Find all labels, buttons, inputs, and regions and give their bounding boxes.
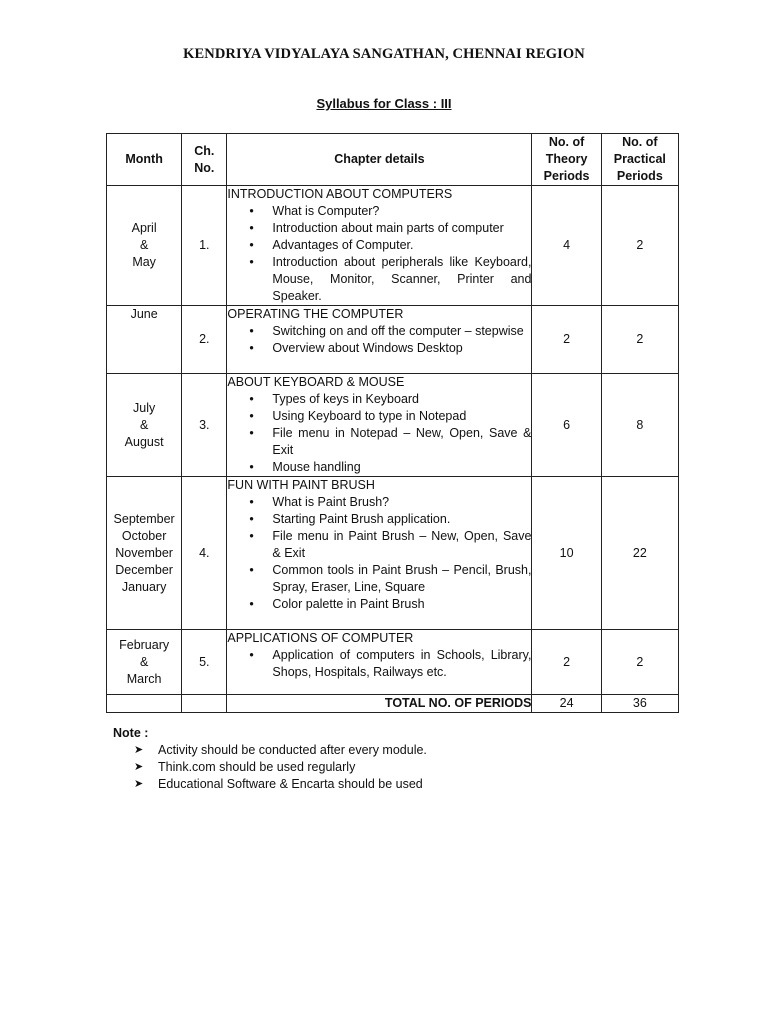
empty-cell: [182, 695, 227, 713]
list-item: • File menu in Notepad – New, Open, Save & Exit: [272, 425, 531, 459]
list-item: • Application of computers in Schools, Library, Shops, Hospitals, Railways etc.: [272, 647, 531, 681]
practical-periods: 2: [601, 186, 678, 306]
list-item: • Color palette in Paint Brush: [272, 596, 531, 613]
theory-periods: 2: [532, 306, 601, 374]
document-header: KENDRIYA VIDYALAYA SANGATHAN, CHENNAI REGION: [183, 46, 585, 62]
chapter-details: [227, 630, 532, 695]
note-item: ➤ Educational Software & Encarta should be used: [134, 777, 423, 791]
list-item: • Using Keyboard to type in Notepad: [272, 408, 531, 425]
practical-periods: 2: [601, 306, 678, 374]
practical-periods: 8: [601, 374, 678, 477]
arrow-bullet-icon: ➤: [134, 744, 144, 756]
chapter-title: ABOUT KEYBOARD & MOUSE: [227, 375, 405, 389]
note-section: [113, 725, 427, 793]
list-item: • Switching on and off the computer – stepwise: [272, 323, 531, 340]
list-item: • Mouse handling: [272, 459, 531, 476]
total-theory: 24: [532, 695, 601, 713]
month-cell: September October November December January: [107, 477, 182, 630]
syllabus-table: [106, 133, 679, 713]
total-label: TOTAL NO. OF PERIODS: [227, 695, 532, 713]
chapter-title: APPLICATIONS OF COMPUTER: [227, 631, 414, 645]
chapter-number: 3.: [182, 374, 227, 477]
chapter-details: [227, 374, 532, 477]
theory-periods: 10: [532, 477, 601, 630]
syllabus-title: Syllabus for Class : III: [316, 96, 452, 111]
chapter-title: FUN WITH PAINT BRUSH: [227, 478, 375, 492]
practical-periods: 2: [601, 630, 678, 695]
table-row: [107, 374, 679, 477]
chapter-number: 4.: [182, 477, 227, 630]
header-practical-periods: No. of Practical Periods: [601, 134, 678, 186]
table-row: [107, 306, 679, 374]
note-title: Note :: [113, 726, 149, 740]
month-cell: June: [107, 306, 182, 374]
chapter-number: 2.: [182, 306, 227, 374]
list-item: • Starting Paint Brush application.: [272, 511, 531, 528]
list-item: • Types of keys in Keyboard: [272, 391, 531, 408]
list-item: • Introduction about peripherals like Keyboard, Mouse, Monitor, Scanner, Printer and Speaker.: [272, 254, 531, 305]
arrow-bullet-icon: ➤: [134, 761, 144, 773]
month-cell: July & August: [107, 374, 182, 477]
total-row: [107, 695, 679, 713]
chapter-title: INTRODUCTION ABOUT COMPUTERS: [227, 187, 453, 201]
total-practical: 36: [601, 695, 678, 713]
note-item: ➤ Activity should be conducted after every module.: [134, 743, 427, 757]
chapter-number: 5.: [182, 630, 227, 695]
header-chapter-details: Chapter details: [227, 134, 532, 186]
header-ch-no: Ch. No.: [182, 134, 227, 186]
chapter-number: 1.: [182, 186, 227, 306]
chapter-details: [227, 186, 532, 306]
list-item: • Overview about Windows Desktop: [272, 340, 531, 357]
note-item: ➤ Think.com should be used regularly: [134, 760, 356, 774]
list-item: • What is Paint Brush?: [272, 494, 531, 511]
list-item: • Advantages of Computer.: [272, 237, 531, 254]
empty-cell: [107, 695, 182, 713]
arrow-bullet-icon: ➤: [134, 778, 144, 790]
practical-periods: 22: [601, 477, 678, 630]
header-theory-periods: No. of Theory Periods: [532, 134, 601, 186]
table-row: [107, 477, 679, 630]
theory-periods: 2: [532, 630, 601, 695]
theory-periods: 4: [532, 186, 601, 306]
theory-periods: 6: [532, 374, 601, 477]
list-item: • What is Computer?: [272, 203, 531, 220]
list-item: • File menu in Paint Brush – New, Open, Save & Exit: [272, 528, 531, 562]
chapter-details: [227, 477, 532, 630]
table-header-row: [107, 134, 679, 186]
chapter-title: OPERATING THE COMPUTER: [227, 307, 404, 321]
list-item: • Common tools in Paint Brush – Pencil, Brush, Spray, Eraser, Line, Square: [272, 562, 531, 596]
month-cell: February & March: [107, 630, 182, 695]
header-month: Month: [107, 134, 182, 186]
chapter-details: [227, 306, 532, 374]
list-item: • Introduction about main parts of computer: [272, 220, 531, 237]
month-cell: April & May: [107, 186, 182, 306]
table-row: [107, 630, 679, 695]
table-row: [107, 186, 679, 306]
